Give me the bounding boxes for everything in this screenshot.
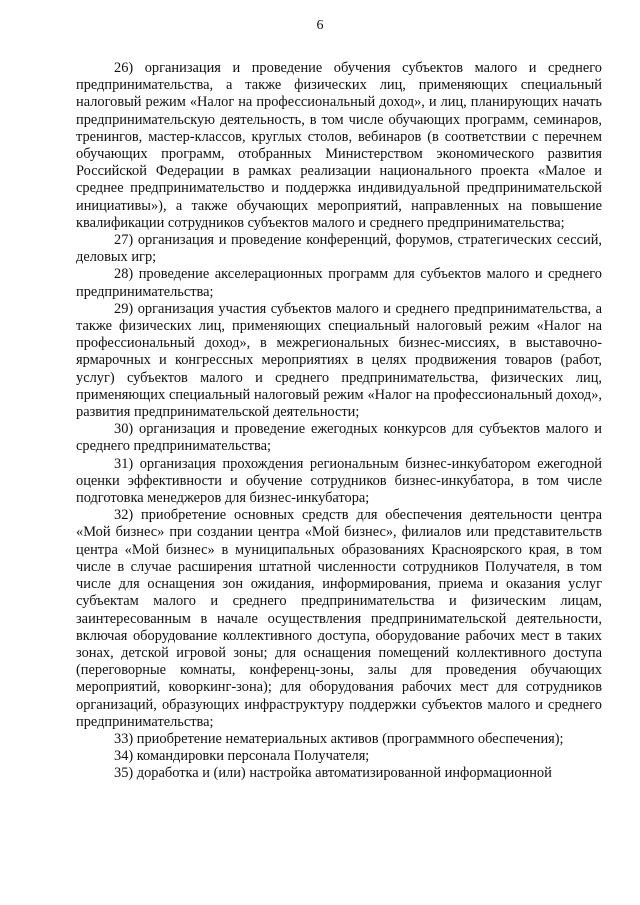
paragraph-item-31: 31) организация прохождения региональным бизнес-инкубатором ежегодной оценки эффективности и обучение сотрудников бизнес-инкубатора, в том числе подготовка менеджеров для бизнес-инкубатора; — [76, 455, 602, 507]
document-body — [76, 60, 602, 783]
paragraph-item-29: 29) организация участия субъектов малого и среднего предпринимательства, а также физических лиц, применяющих специальный налоговый режим «Налог на профессиональный доход», в межрегиональных бизнес-миссиях, в выставочно-ярмарочных и конгрессных мероприятиях в целях продвижения товаров (работ, услуг) субъектов малого и среднего предпринимательства, физических лиц, применяющих специальный налоговый режим «Налог на профессиональный доход», развития предпринимательской деятельности; — [76, 300, 602, 421]
paragraph-item-30: 30) организация и проведение ежегодных конкурсов для субъектов малого и среднего предпринимательства; — [76, 421, 602, 455]
paragraph-item-27: 27) организация и проведение конференций, форумов, стратегических сессий, деловых игр; — [76, 232, 602, 266]
paragraph-item-34: 34) командировки персонала Получателя; — [114, 748, 370, 765]
paragraph-item-28: 28) проведение акселерационных программ для субъектов малого и среднего предпринимательства; — [76, 266, 602, 300]
paragraph-item-32: 32) приобретение основных средств для обеспечения деятельности центра «Мой бизнес» при создании центра «Мой бизнес», филиалов или представительств центра «Мой бизнес» в муниципальных образованиях Красноярского края, в том числе в случае расширения штатной численности сотрудников Получателя, в том числе для оснащения зон ожидания, информирования, приема и оказания услуг субъектам малого и среднего предпринимательства и физическим лицам, заинтересованным в начале осуществления предпринимательской деятельности, включая оборудование коллективного доступа, оборудование рабочих мест в таких зонах, детской игровой зоны; для оснащения помещений коллективного доступа (переговорные комнаты, конференц-зоны, залы для проведения обучающих мероприятий, коворкинг-зона); для оборудования рабочих мест для сотрудников организаций, образующих инфраструктуру поддержки субъектов малого и среднего предпринимательства; — [76, 507, 602, 730]
paragraph-item-26: 26) организация и проведение обучения субъектов малого и среднего предпринимательства, а также физических лиц, применяющих специальный налоговый режим «Налог на профессиональный доход», и лиц, планирующих начать предпринимательскую деятельность, в том числе обучающих программ, семинаров, тренингов, мастер-классов, круглых столов, вебинаров (в соответствии с перечнем обучающих программ, отобранных Министерством экономического развития Российской Федерации в рамках реализации национального проекта «Малое и среднее предпринимательство и поддержка индивидуальной предпринимательской инициативы»), а также обучающих мероприятий, направленных на повышение квалификации сотрудников субъектов малого и среднего предпринимательства; — [76, 60, 602, 231]
page-number: 6 — [316, 18, 324, 33]
paragraph-item-35: 35) доработка и (или) настройка автоматизированной информационной — [114, 765, 552, 782]
paragraph-item-33: 33) приобретение нематериальных активов (программного обеспечения); — [114, 730, 564, 747]
